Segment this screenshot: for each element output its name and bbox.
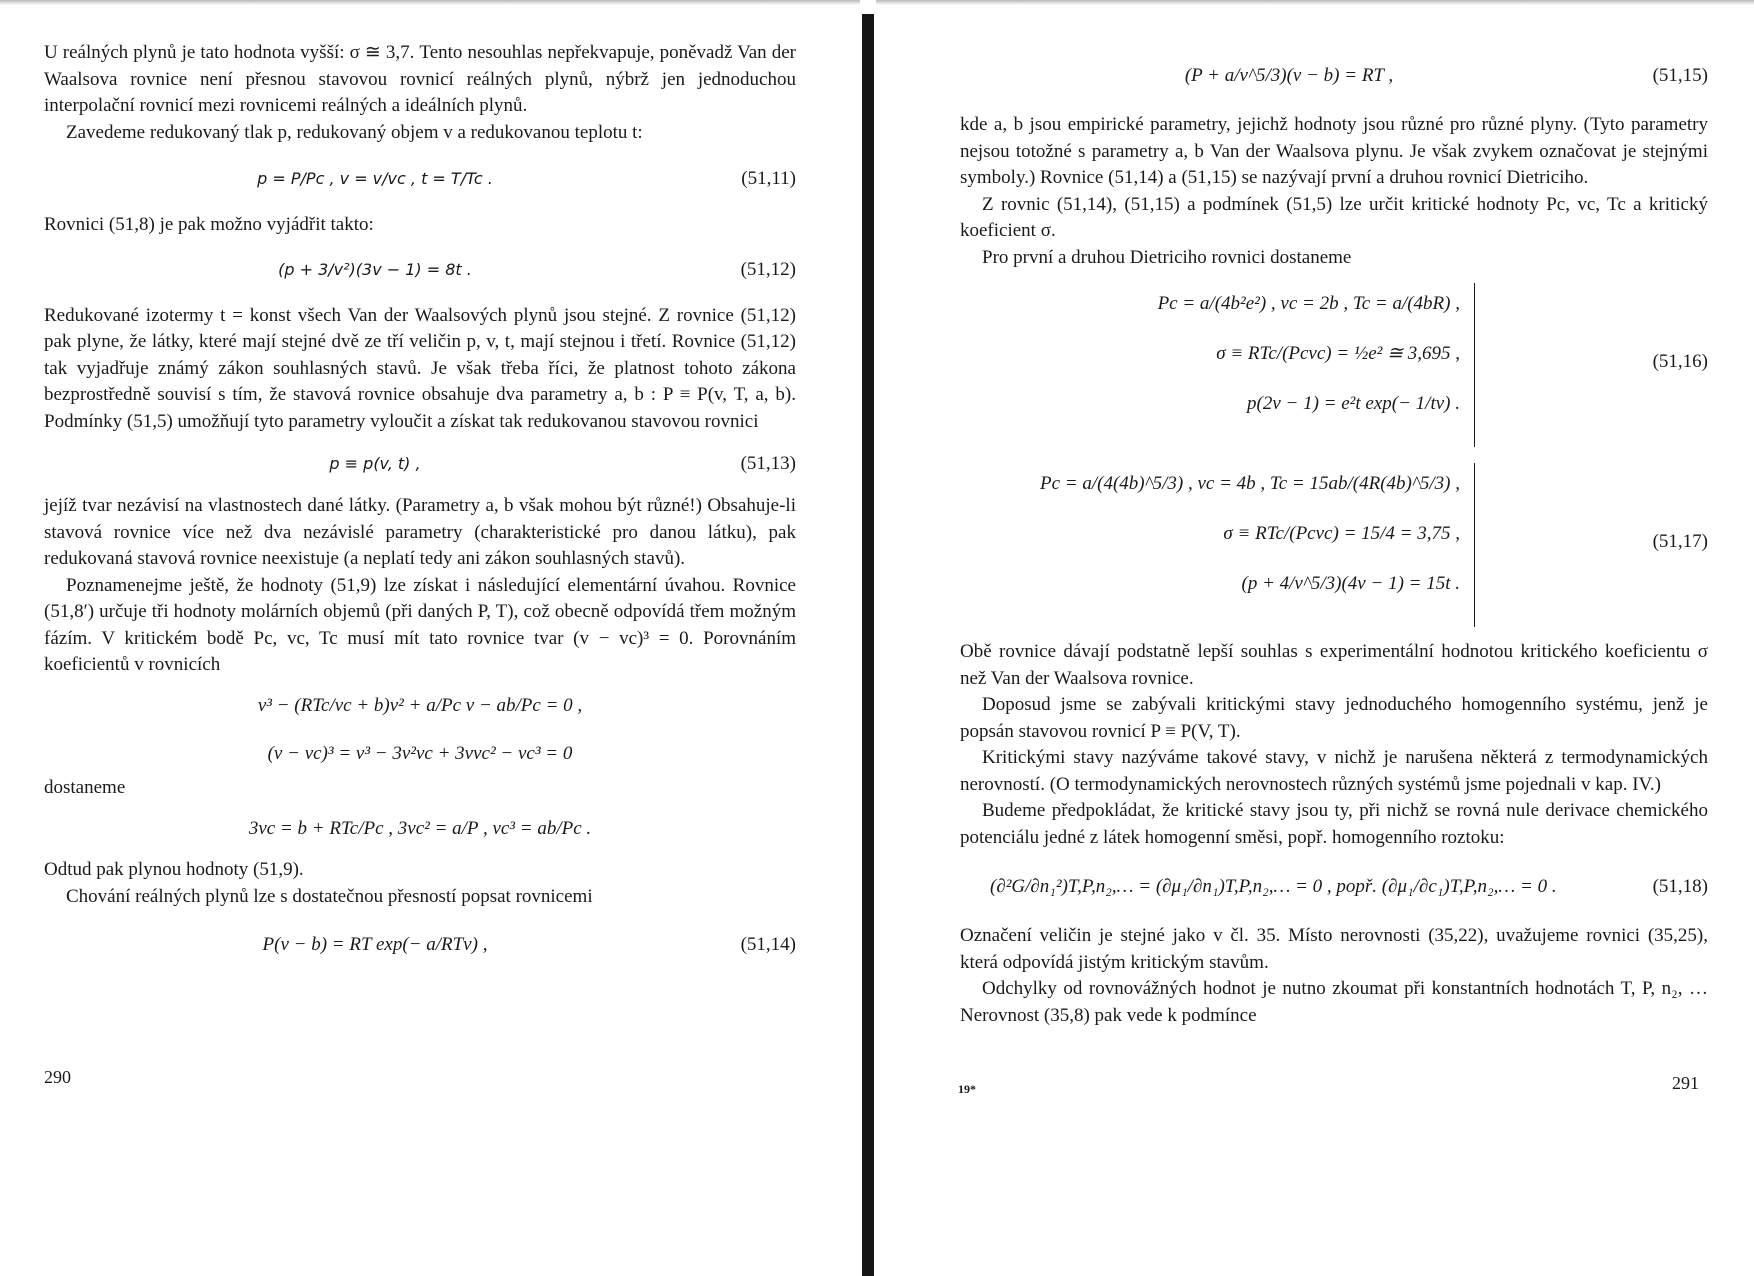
paragraph: Chování reálných plynů lze s dostatečnou přesností popsat rovnicemi bbox=[66, 885, 593, 907]
paragraph: Označení veličin je stejné jako v čl. 35. Místo nerovnosti (35,22), uvažujeme rovnici (35,25), která odpovídá jistým kritickým stavům. bbox=[960, 925, 1708, 973]
paragraph: kde a, b jsou empirické parametry, jejichž hodnoty jsou různé pro různé plyny. (Tyto parametry nejsou totožné s parametry a, b Van der Waalsova plynu. Je však zvykem označovat je stejnými symboly.) Rovnice (51,14) a (51,15) se nazývají první a druhou rovnicí Dietriciho. bbox=[960, 114, 1708, 188]
equation-body: 3vc = b + RTc/Pc , 3vc² = a/P , vc³ = ab/Pc . bbox=[248, 817, 592, 839]
page-number: 291 bbox=[1672, 1073, 1699, 1093]
equation-number: (51,13) bbox=[740, 452, 796, 474]
equation-51-12 bbox=[44, 239, 796, 303]
system-line: σ ≡ RTc/(Pcvc) = 15/4 = 3,75 , bbox=[1223, 523, 1460, 544]
paragraph: Doposud jsme se zabývali kritickými stavy jednoduchého homogenního systému, jenž je popsán stavovou rovnicí P ≡ P(V, T). bbox=[960, 694, 1708, 742]
paragraph: Odtud pak plynou hodnoty (51,9). bbox=[44, 859, 304, 880]
signature-mark: 19* bbox=[958, 1082, 976, 1096]
equation-51-11 bbox=[44, 146, 796, 212]
paragraph: Zavedeme redukovaný tlak p, redukovaný objem v a redukovanou teplotu t: bbox=[66, 121, 643, 143]
paragraph: dostaneme bbox=[44, 776, 126, 798]
system-lines bbox=[1060, 279, 1460, 429]
equation-number: (51,18) bbox=[1652, 875, 1708, 897]
left-page bbox=[0, 0, 860, 1276]
equation-51-18 bbox=[960, 851, 1708, 923]
equation-number: (51,16) bbox=[1652, 351, 1708, 372]
paragraph: Obě rovnice dávají podstatně lepší souhlas s experimentální hodnotou kritického koeficientu σ než Van der Waalsova rovnice. bbox=[960, 641, 1708, 689]
system-lines bbox=[960, 459, 1460, 609]
equation-51-13 bbox=[44, 435, 796, 493]
system-line: (p + 4/v^5/3)(4v − 1) = 15t . bbox=[1241, 573, 1460, 594]
equation-body: P(v − b) = RT exp(− a/RTv) , bbox=[262, 933, 488, 955]
equation-51-14 bbox=[44, 910, 796, 980]
paragraph: jejíž tvar nezávisí na vlastnostech dané látky. (Parametry a, b však mohou být různé!) Obsahuje-li stavová rovnice více než dva nezávislé parametry (charakteristické pro danou látku), pak redukovaná stavová rovnice neexistuje (a neplatí tedy ani zákon souhlasných stavů). bbox=[44, 495, 796, 569]
equation-number: (51,14) bbox=[740, 933, 796, 955]
equation-body: (p + 3/v²)(3v − 1) = 8t . bbox=[278, 260, 472, 280]
equation-body: (v − vc)³ = v³ − 3v²vc + 3vvc² − vc³ = 0 bbox=[267, 743, 573, 765]
right-page bbox=[876, 0, 1754, 1276]
equation-body: (∂²G/∂n₁²)T,P,n₂,… = (∂μ₁/∂n₁)T,P,n₂,… = 0 , popř. (∂μ₁/∂c₁)T,P,n₂,… = 0 . bbox=[990, 875, 1557, 897]
right-text-column bbox=[960, 40, 1708, 1029]
paragraph: Kritickými stavy nazýváme takové stavy, v nichž je narušena některá z termodynamických nerovností. (O termodynamických nerovnostech různých systémů jsme pojednali v kap. IV.) bbox=[960, 747, 1708, 795]
system-line: σ ≡ RTc/(Pcvc) = ½e² ≅ 3,695 , bbox=[1216, 343, 1460, 364]
equation-system-51-16 bbox=[960, 279, 1708, 459]
paragraph: Redukované izotermy t = konst všech Van der Waalsových plynů jsou stejné. Z rovnice (51,12) pak plyne, že látky, které mají stejné dvě ze tří veličin p, v, t, mají stejnou i třetí. Rovnice (51,12) tak vyjadřuje známý zákon souhlasných stavů. Je však třeba říci, že platnost tohoto zákona bezprostředně souvisí s tím, že stavová rovnice obsahuje dva parametry a, b : P ≡ P(v, T, a, b). Podmínky (51,5) umožňují tyto parametry vyloučit a získat tak redukovanou stavovou rovnici bbox=[44, 304, 796, 432]
left-text-column bbox=[44, 40, 796, 980]
equation-coefficients-2 bbox=[44, 735, 796, 775]
book-spine bbox=[862, 14, 874, 1276]
equation-body: p = P/Pc , v = v/vc , t = T/Tc . bbox=[257, 168, 493, 188]
equation-coefficients-1 bbox=[44, 679, 796, 735]
equation-body: p ≡ p(v, t) , bbox=[329, 453, 421, 473]
paragraph: Z rovnic (51,14), (51,15) a podmínek (51,5) lze určit kritické hodnoty Pc, vc, Tc a kritický koeficient σ. bbox=[960, 193, 1708, 241]
paragraph: Odchylky od rovnovážných hodnot je nutno zkoumat při konstantních hodnotách T, P, n₂, … Nerovnost (35,8) pak vede k podmínce bbox=[960, 978, 1708, 1026]
equation-number: (51,15) bbox=[1652, 64, 1708, 86]
paragraph: U reálných plynů je tato hodnota vyšší: σ ≅ 3,7. Tento nesouhlas nepřekvapuje, poněvadž Van der Waalsova rovnice není přesnou stavovou rovnicí reálných plynů, nýbrž jen jednoduchou interpolační rovnicí mezi rovnicemi reálných a ideálních plynů. bbox=[44, 42, 796, 116]
equation-number: (51,12) bbox=[740, 259, 796, 281]
equation-body: (P + a/v^5/3)(v − b) = RT , bbox=[1184, 64, 1394, 86]
equation-coefficients-3 bbox=[44, 801, 796, 857]
system-line: p(2v − 1) = e²t exp(− 1/tv) . bbox=[1247, 393, 1460, 414]
system-line: Pc = a/(4b²e²) , vc = 2b , Tc = a/(4bR) , bbox=[1157, 293, 1460, 314]
paragraph: Budeme předpokládat, že kritické stavy jsou ty, při nichž se rovná nule derivace chemického potenciálu jedné z látek homogenní směsi, popř. homogenního roztoku: bbox=[960, 800, 1708, 848]
system-brace bbox=[1468, 463, 1475, 627]
equation-number: (51,17) bbox=[1652, 531, 1708, 552]
paragraph: Pro první a druhou Dietriciho rovnici dostaneme bbox=[982, 246, 1352, 268]
system-line: Pc = a/(4(4b)^5/3) , vc = 4b , Tc = 15ab/(4R(4b)^5/3) , bbox=[1040, 473, 1460, 494]
equation-51-15 bbox=[960, 40, 1708, 112]
equation-system-51-17 bbox=[960, 459, 1708, 639]
system-brace bbox=[1468, 283, 1475, 447]
page-number: 290 bbox=[44, 1067, 71, 1087]
equation-number: (51,11) bbox=[741, 167, 796, 189]
equation-body: v³ − (RTc/vc + b)v² + a/Pc v − ab/Pc = 0 , bbox=[257, 695, 583, 717]
paragraph: Poznamenejme ještě, že hodnoty (51,9) lze získat i následující elementární úvahou. Rovnice (51,8′) určuje tři hodnoty molárních objemů (při daných P, T), což obecně odpovídá třem možným fázím. V kritickém bodě Pc, vc, Tc musí mít tato rovnice tvar (v − vc)³ = 0. Porovnáním koeficientů v rovnicích bbox=[44, 574, 796, 675]
paragraph: Rovnici (51,8) je pak možno vyjádřit takto: bbox=[44, 214, 374, 235]
